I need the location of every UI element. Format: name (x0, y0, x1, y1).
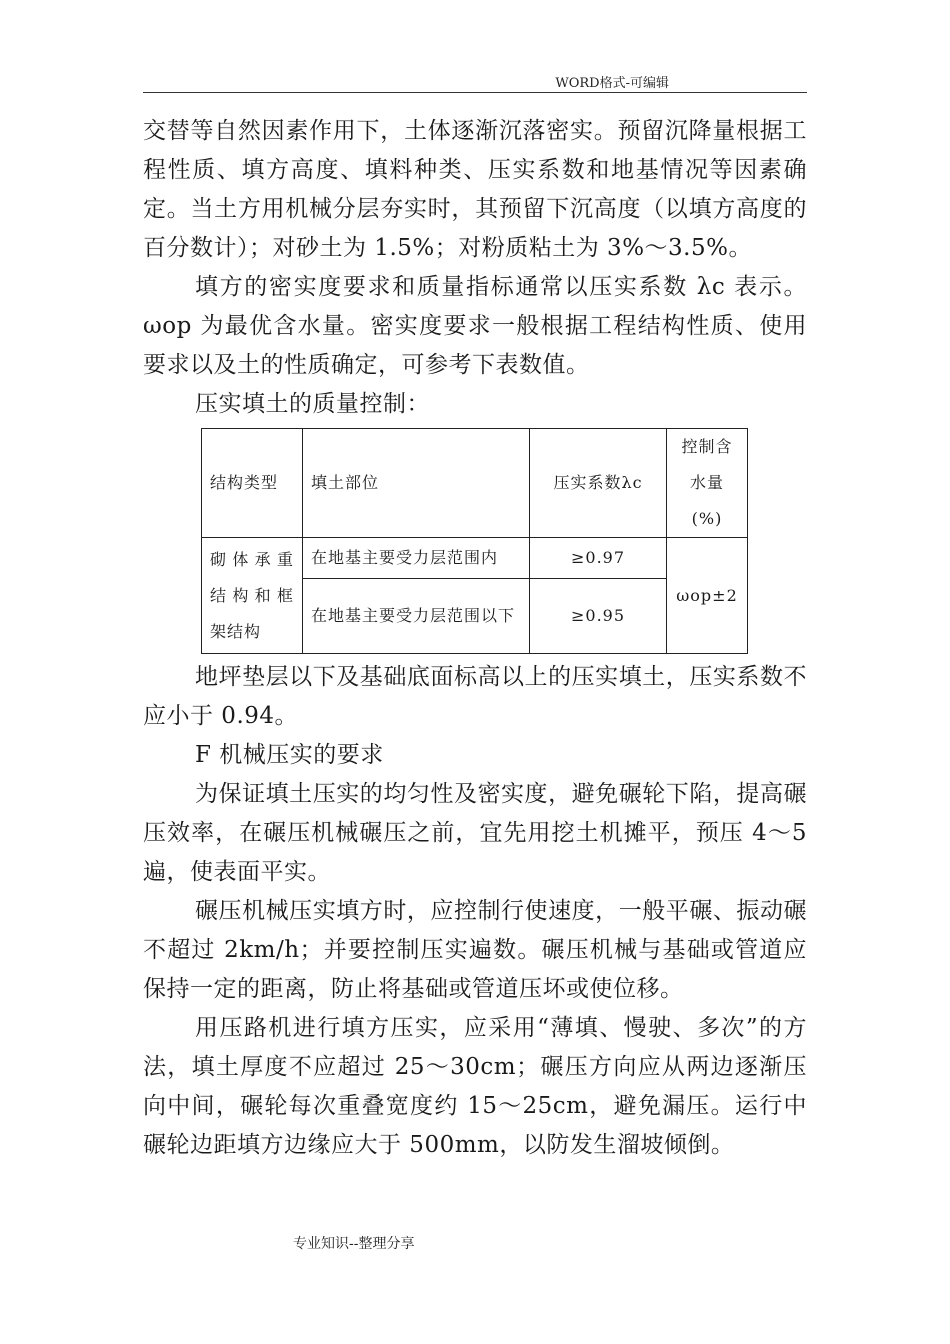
header-compaction-coefficient: 压实系数λc (530, 429, 667, 538)
paragraph-5: 碾压机械压实填方时，应控制行使速度，一般平碾、振动碾不超过 2km/h；并要控制压实遍数。碾压机械与基础或管道应保持一定的距离，防止将基础或管道压坏或使位移。 (143, 898, 807, 1002)
page-footer: 专业知识--整理分享 (293, 1236, 415, 1252)
cell-compaction-coefficient: ≥0.97 (530, 538, 667, 579)
table-header-row (202, 429, 748, 538)
cell-fill-location: 在地基主要受力层范围以下 (303, 579, 530, 654)
paragraph-3: 地坪垫层以下及基础底面标高以上的压实填土，压实系数不应小于 0.94。 (143, 664, 807, 729)
paragraph-2: 填方的密实度要求和质量指标通常以压实系数 λc 表示。ωop 为最优含水量。密实度要求一般根据工程结构性质、使用要求以及土的性质确定，可参考下表数值。 (143, 274, 807, 378)
cell-structure-type: 砌体承重结构和框架结构 (202, 538, 303, 654)
header-moisture-control: 控制含水量(%) (667, 429, 748, 538)
cell-moisture-control: ωop±2 (667, 538, 748, 654)
table-caption: 压实填土的质量控制： (195, 391, 430, 417)
page-header (143, 70, 807, 93)
table-row (202, 538, 748, 579)
header-fill-location: 填土部位 (303, 429, 530, 538)
cell-compaction-coefficient: ≥0.95 (530, 579, 667, 654)
paragraph-6: 用压路机进行填方压实，应采用“薄填、慢驶、多次”的方法，填土厚度不应超过 25～30cm；碾压方向应从两边逐渐压向中间，碾轮每次重叠宽度约 15～25cm，避免漏压。运行中碾轮边距填方边缘应大于 500mm，以防发生溜坡倾倒。 (143, 1015, 807, 1158)
paragraph-4: 为保证填土压实的均匀性及密实度，避免碾轮下陷，提高碾压效率，在碾压机械碾压之前，宜先用挖土机摊平，预压 4～5 遍，使表面平实。 (143, 781, 807, 885)
header-structure-type: 结构类型 (202, 429, 303, 538)
cell-fill-location: 在地基主要受力层范围内 (303, 538, 530, 579)
quality-control-table (201, 428, 748, 654)
document-body (143, 112, 807, 1165)
header-text: WORD格式-可编辑 (555, 76, 669, 91)
section-heading: F 机械压实的要求 (195, 742, 384, 768)
paragraph-1: 交替等自然因素作用下，土体逐渐沉落密实。预留沉降量根据工程性质、填方高度、填料种类、压实系数和地基情况等因素确定。当土方用机械分层夯实时，其预留下沉高度（以填方高度的百分数计）；对砂土为 1.5%；对粉质粘土为 3%～3.5%。 (143, 118, 807, 261)
